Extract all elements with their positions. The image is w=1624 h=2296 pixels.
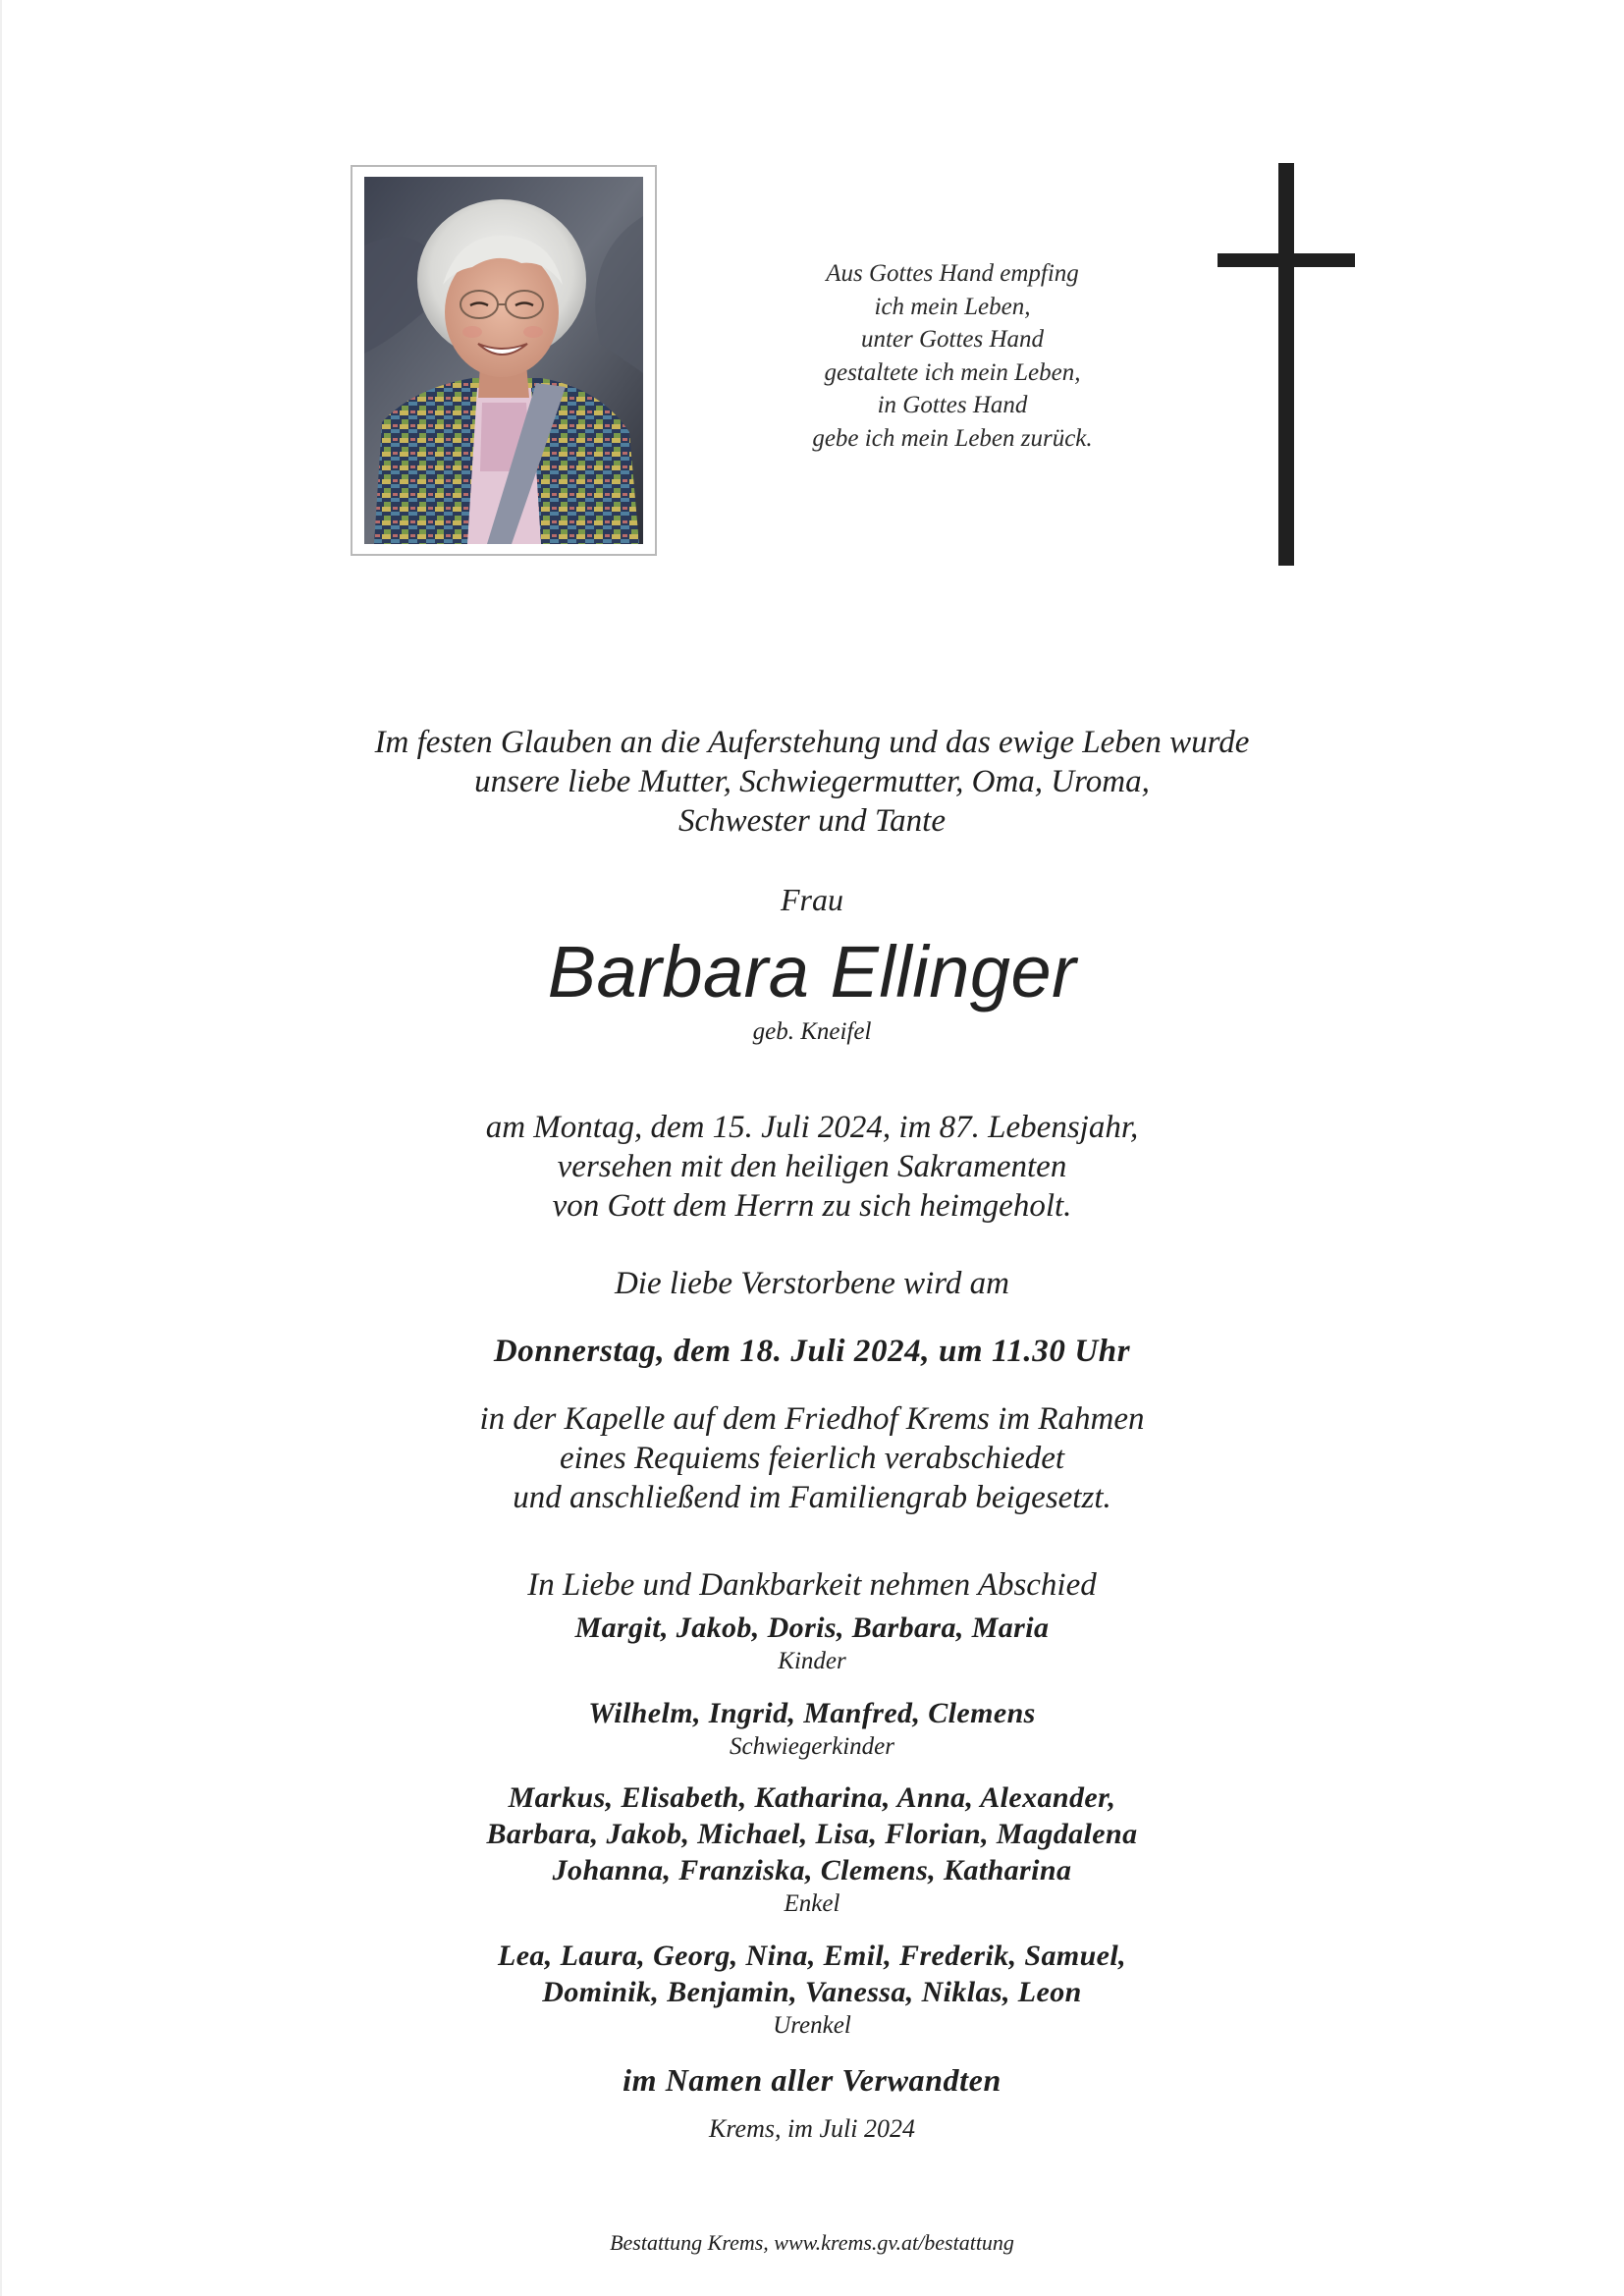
footer-undertaker: Bestattung Krems, www.krems.gv.at/bestattung bbox=[610, 2230, 1014, 2255]
portrait-photo bbox=[351, 165, 657, 556]
mourner-role: Enkel bbox=[784, 1890, 840, 1917]
cross-horizontal-bar bbox=[1218, 253, 1355, 267]
place-date: Krems, im Juli 2024 bbox=[709, 2114, 915, 2143]
verse-line: unter Gottes Hand bbox=[860, 326, 1045, 353]
mourner-group-children bbox=[223, 1610, 1401, 1676]
mourner-role: Urenkel bbox=[773, 2012, 851, 2039]
mourner-names: Lea, Laura, Georg, Nina, Emil, Frederik, Samuel, bbox=[497, 1940, 1127, 1972]
verse-line: Aus Gottes Hand empfing bbox=[826, 260, 1079, 287]
deceased-title: Frau bbox=[781, 882, 843, 917]
mourner-role: Kinder bbox=[778, 1648, 846, 1674]
cross-vertical-bar bbox=[1278, 163, 1294, 566]
mourner-group-great-grandchildren bbox=[223, 1938, 1401, 2041]
ceremony-line: in der Kapelle auf dem Friedhof Krems im Rahmen bbox=[479, 1401, 1145, 1437]
mourner-names: Johanna, Franziska, Clemens, Katharina bbox=[552, 1854, 1072, 1886]
ceremony-line: und anschließend im Familiengrab beigesetzt. bbox=[513, 1480, 1111, 1515]
mourner-names: Wilhelm, Ingrid, Manfred, Clemens bbox=[588, 1697, 1036, 1729]
funeral-announcement: Die liebe Verstorbene wird am bbox=[614, 1266, 1010, 1301]
mourner-group-children-in-law bbox=[223, 1695, 1401, 1762]
memorial-verse bbox=[766, 257, 1139, 455]
deceased-name: Barbara Ellinger bbox=[547, 931, 1077, 1012]
ceremony-line: eines Requiems feierlich verabschiedet bbox=[559, 1441, 1065, 1476]
funeral-ceremony bbox=[223, 1399, 1401, 1517]
death-notice bbox=[223, 1108, 1401, 1226]
deceased-birth-name: geb. Kneifel bbox=[752, 1018, 872, 1045]
cross-icon bbox=[1218, 163, 1355, 566]
death-notice-line: von Gott dem Herrn zu sich heimgeholt. bbox=[552, 1188, 1072, 1224]
mourner-names: Dominik, Benjamin, Vanessa, Niklas, Leon bbox=[542, 1976, 1082, 2008]
mourner-names: Markus, Elisabeth, Katharina, Anna, Alexander, bbox=[508, 1781, 1116, 1814]
verse-line: gebe ich mein Leben zurück. bbox=[812, 424, 1093, 452]
death-notice-line: versehen mit den heiligen Sakramenten bbox=[557, 1149, 1067, 1184]
death-notice-line: am Montag, dem 15. Juli 2024, im 87. Lebensjahr, bbox=[485, 1110, 1139, 1145]
funeral-date: Donnerstag, dem 18. Juli 2024, um 11.30 Uhr bbox=[493, 1334, 1131, 1369]
intro-text bbox=[223, 723, 1401, 841]
relatives-text: im Namen aller Verwandten bbox=[623, 2062, 1001, 2098]
mourner-group-grandchildren bbox=[223, 1779, 1401, 1919]
verse-line: gestaltete ich mein Leben, bbox=[824, 358, 1081, 386]
verse-line: in Gottes Hand bbox=[877, 392, 1028, 418]
verse-line: ich mein Leben, bbox=[874, 293, 1031, 320]
intro-line: Schwester und Tante bbox=[678, 803, 946, 839]
farewell-text: In Liebe und Dankbarkeit nehmen Abschied bbox=[527, 1567, 1097, 1603]
intro-line: Im festen Glauben an die Auferstehung und das ewige Leben wurde bbox=[374, 725, 1250, 760]
mourner-names: Barbara, Jakob, Michael, Lisa, Florian, Magdalena bbox=[486, 1818, 1138, 1850]
intro-line: unsere liebe Mutter, Schwiegermutter, Oma, Uroma, bbox=[474, 764, 1150, 799]
mourner-names: Margit, Jakob, Doris, Barbara, Maria bbox=[574, 1612, 1050, 1644]
portrait-image bbox=[364, 177, 643, 544]
mourner-role: Schwiegerkinder bbox=[729, 1733, 894, 1760]
